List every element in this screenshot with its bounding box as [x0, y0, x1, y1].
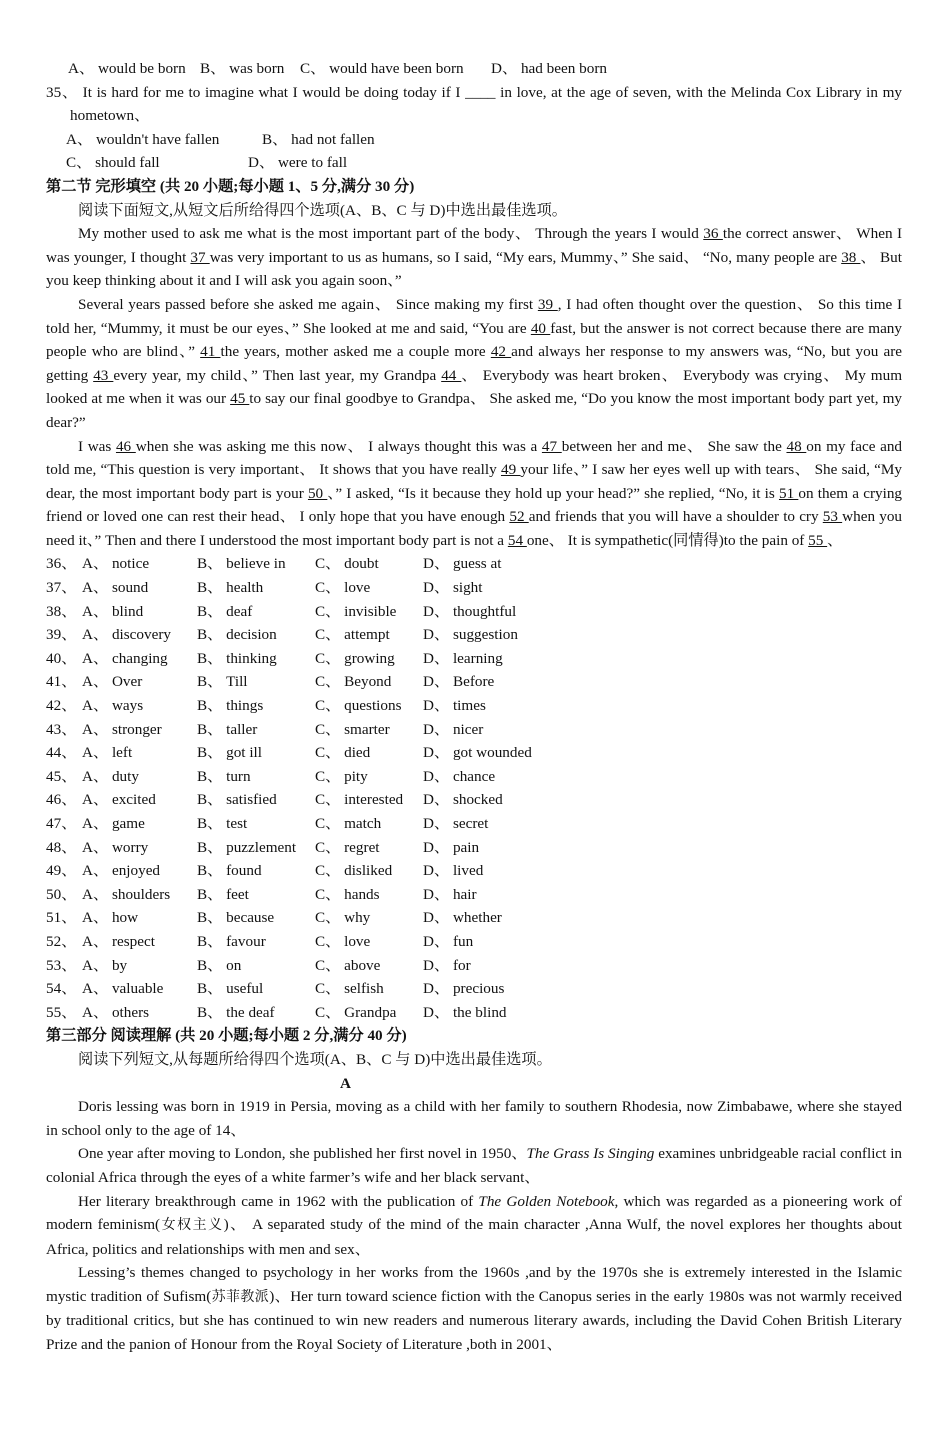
book-title-notebook: The Golden Notebook [478, 1192, 615, 1210]
option-a: A、 game [82, 815, 145, 832]
blank-43: 43 [93, 366, 114, 384]
option-a: A、 Over [82, 673, 143, 691]
cloze-paragraph-2 [46, 293, 902, 435]
blank-55: 55 [808, 531, 828, 549]
option-d: D、 learning [423, 649, 503, 667]
option-b: B、 because [197, 909, 275, 927]
option-c: C、 Beyond [315, 673, 392, 691]
option-a: A、 shoulders [82, 885, 171, 903]
option-row [46, 930, 902, 954]
option-a: A、 left [82, 744, 133, 762]
option-d: D、 shocked [423, 791, 503, 809]
option-number: 52、 [46, 932, 77, 950]
q35-option-b: B、 had not fallen [262, 130, 375, 148]
option-d: D、 nicer [423, 720, 484, 738]
option-row [46, 576, 902, 600]
option-a: A、 ways [82, 697, 144, 715]
option-row [46, 954, 902, 978]
option-c: C、 invisible [315, 602, 397, 620]
cloze-paragraph-3 [46, 435, 902, 553]
option-a: A、 notice [82, 555, 150, 573]
option-d: D、 whether [423, 909, 502, 927]
option-a: A、 enjoyed [82, 862, 161, 880]
option-b: B、 health [197, 579, 264, 597]
option-c: C、 selfish [315, 980, 384, 998]
option-number: 43、 [46, 720, 77, 738]
blank-41: 41 [200, 343, 221, 361]
option-b: B、 on [197, 956, 242, 974]
option-number: 38、 [46, 602, 77, 620]
option-d: D、 guess at [423, 555, 502, 573]
option-a: A、 by [82, 956, 128, 974]
option-c: C、 hands [315, 885, 380, 903]
option-d: D、 lived [423, 862, 484, 880]
option-b: B、 favour [197, 932, 266, 950]
option-d: D、 sight [423, 579, 483, 597]
option-c: C、 growing [315, 649, 395, 667]
cloze-text: Several years passed before she asked me again、 Since making my first [78, 295, 538, 313]
option-b: B、 taller [197, 720, 258, 738]
option-row [46, 552, 902, 576]
blank-39: 39 [537, 295, 558, 313]
option-c: C、 match [315, 815, 382, 832]
option-row [46, 600, 902, 624]
reading-text: )、Her turn toward science fiction with the Canopus series in the early 1980s was not warmly received by traditional critics, but she has continued to win new readers and numerous literary awards, including the David Cohen British Literary Prize and the panion of Honour from the Royal Society of Literature ,both in 2001、 [46, 1287, 903, 1354]
cloze-text: when you need it、” Then and there I understood the most important body part is not a [46, 508, 903, 549]
cloze-text: every year, my child、” Then last year, my Grandpa [113, 366, 442, 384]
option-d: D、 precious [423, 980, 505, 998]
option-b: B、 the deaf [197, 1003, 275, 1021]
option-number: 50、 [46, 885, 77, 903]
reading-text: One year after moving to London, she published her first novel in 1950、 [78, 1145, 527, 1163]
option-b: B、 found [197, 862, 262, 880]
option-c: C、 love [315, 579, 371, 597]
reading-text: , which was regarded as a pioneering work of modern feminism( [46, 1192, 902, 1234]
option-c: C、 Grandpa [315, 1003, 397, 1021]
cloze-text: I was [78, 437, 116, 455]
reading-paragraph-4 [46, 1261, 902, 1356]
option-number: 37、 [46, 579, 77, 597]
option-a: A、 worry [82, 838, 149, 856]
cloze-text: 、 [827, 531, 843, 549]
cloze-text: and friends that you will have a shoulder to cry [528, 508, 823, 526]
q35-option-a: A、 wouldn't have fallen [66, 130, 220, 148]
cloze-text: fast, but the answer is not correct because there are many people who are blind、” [46, 319, 902, 361]
option-row [46, 741, 902, 765]
option-a: A、 sound [82, 579, 149, 597]
option-number: 51、 [46, 909, 77, 927]
blank-47: 47 [541, 437, 562, 455]
blank-54: 54 [507, 531, 527, 549]
cloze-text: the years, mother asked me a couple more [220, 343, 491, 361]
reading-paragraph-1: Doris lessing was born in 1919 in Persia, moving as a child with her family to southern Rhodesia, now Zimbabawe, where she stayed in school only to the age of 14、 [46, 1098, 902, 1139]
book-title-grass: The Grass Is Singing [526, 1145, 655, 1163]
cloze-text: one、 It is sympathetic(同情得)to the pain of [526, 531, 809, 549]
option-b: B、 things [197, 697, 264, 715]
option-d: D、 for [423, 956, 471, 974]
blank-48: 48 [786, 437, 807, 455]
q35-options-row2 [46, 151, 902, 175]
option-a: A、 changing [82, 649, 168, 667]
option-d: D、 the blind [423, 1003, 507, 1021]
option-number: 54、 [46, 980, 77, 998]
option-a: A、 valuable [82, 980, 164, 998]
option-c: C、 why [315, 909, 371, 927]
option-c: C、 interested [315, 791, 404, 809]
option-d: D、 pain [423, 838, 480, 856]
option-c: C、 regret [315, 838, 380, 856]
cloze-text: , I had often thought over the question、 So this time I told her, “Mummy, it must be our eyes、” She looked at me and said, “You are [46, 295, 903, 337]
cloze-text: 、 But you keep thinking about it and I will ask you again soon、” [46, 248, 902, 290]
blank-45: 45 [230, 390, 250, 408]
option-number: 40、 [46, 649, 77, 667]
option-a: A、 blind [82, 602, 144, 620]
cloze-text: the correct answer、 When I was younger, I thought [46, 225, 903, 266]
option-c: C、 love [315, 932, 371, 950]
cloze-text: to say our final goodbye to Grandpa、 She asked me, “Do you know the most important body part yet, my dear?” [46, 390, 902, 431]
cloze-text: when she was asking me this now、 I always thought this was a [135, 437, 542, 455]
blank-50: 50 [307, 484, 328, 502]
section2-title: 第二节 完形填空 (共 20 小题;每小题 1、5 分,满分 30 分) [46, 177, 415, 195]
blank-42: 42 [490, 343, 512, 361]
cloze-text: 、 Everybody was heart broken、 Everybody was crying、 My mum looked at me when it was our [46, 366, 903, 408]
q35-options-row1 [46, 128, 902, 152]
q34-option-a: A、 would be born [68, 60, 186, 77]
option-row [46, 623, 902, 647]
option-row [46, 765, 902, 789]
option-d: D、 Before [423, 673, 495, 691]
option-b: B、 thinking [197, 649, 277, 667]
option-b: B、 test [197, 815, 248, 832]
section2-instruction: 阅读下面短文,从短文后所给得四个选项(A、B、C 与 D)中选出最佳选项。 [78, 201, 567, 219]
q34-options [46, 57, 902, 81]
option-row [46, 836, 902, 860]
option-row [46, 906, 902, 930]
exam-page [46, 57, 902, 1357]
option-number: 45、 [46, 767, 77, 785]
q34-option-d: D、 had been born [491, 60, 607, 77]
cloze-text: was very important to us as humans, so I said, “My ears, Mummy、” She said、 “No, many people are [209, 248, 842, 266]
chinese-note-sufism: 苏菲教派 [211, 1288, 270, 1305]
reading-text: Her literary breakthrough came in 1962 with the publication of [78, 1192, 479, 1210]
option-a: A、 respect [82, 932, 155, 950]
cloze-text: on them a crying friend or loved one can rest their head、 I only hope that you have enough [46, 484, 903, 526]
option-a: A、 discovery [82, 626, 171, 644]
option-row [46, 718, 902, 742]
reading-paragraph-3 [46, 1190, 902, 1262]
option-d: D、 chance [423, 767, 496, 785]
cloze-text: 、” I asked, “Is it because they hold up your head?” she replied, “No, it is [327, 484, 779, 502]
option-b: B、 turn [197, 767, 251, 785]
blank-46: 46 [115, 437, 136, 455]
option-row [46, 883, 902, 907]
option-c: C、 above [315, 956, 381, 974]
blank-49: 49 [500, 461, 521, 479]
cloze-text: your life、” I saw her eyes well up with tears、 She said, “My dear, the most important body part is your [46, 461, 902, 502]
option-number: 49、 [46, 862, 77, 880]
option-c: C、 questions [315, 697, 402, 715]
option-number: 44、 [46, 744, 77, 762]
cloze-text: My mother used to ask me what is the most important part of the body、 Through the years I would [78, 225, 704, 243]
option-b: B、 decision [197, 626, 277, 644]
option-c: C、 attempt [315, 626, 390, 644]
option-d: D、 secret [423, 815, 489, 832]
option-a: A、 others [82, 1003, 150, 1021]
option-a: A、 stronger [82, 720, 162, 738]
q35-option-d: D、 were to fall [248, 154, 348, 172]
option-b: B、 Till [197, 673, 248, 691]
option-number: 48、 [46, 838, 77, 856]
cloze-text: on my face and told me, “This question is very important、 It shows that you have really [46, 437, 903, 479]
option-b: B、 feet [197, 885, 249, 903]
option-b: B、 deaf [197, 602, 253, 620]
option-c: C、 disliked [315, 862, 393, 880]
option-c: C、 doubt [315, 555, 379, 573]
option-c: C、 pity [315, 767, 368, 785]
section3-instruction: 阅读下列短文,从每题所给得四个选项(A、B、C 与 D)中选出最佳选项。 [78, 1050, 552, 1068]
reading-paragraph-2 [46, 1142, 902, 1189]
option-b: B、 believe in [197, 555, 286, 573]
option-number: 42、 [46, 697, 77, 715]
option-d: D、 times [423, 697, 486, 715]
option-d: D、 got wounded [423, 744, 532, 762]
q35-stem: 35、 It is hard for me to imagine what I would be doing today if I ____ in love, at the age of seven, with the Melinda Cox Library in my hometown、 [46, 83, 902, 125]
cloze-options-list [46, 552, 902, 1024]
option-number: 55、 [46, 1003, 77, 1021]
option-row [46, 1001, 902, 1025]
option-number: 41、 [46, 673, 77, 691]
option-a: A、 duty [82, 767, 139, 785]
option-b: B、 puzzlement [197, 838, 297, 856]
blank-44: 44 [441, 366, 462, 384]
option-d: D、 fun [423, 932, 474, 950]
q35-option-c: C、 should fall [66, 154, 160, 172]
option-number: 36、 [46, 555, 77, 573]
blank-36: 36 [703, 225, 723, 243]
q34-option-b: B、 was born [200, 60, 285, 77]
reading-text: Lessing’s themes changed to psychology in her works from the 1960s ,and by the 1970s she is extremely interested in the Islamic mystic tradition of Sufism( [46, 1264, 902, 1305]
option-d: D、 suggestion [423, 626, 518, 644]
blank-51: 51 [778, 484, 799, 502]
chinese-note-feminism: 女权主义 [160, 1217, 224, 1234]
option-d: D、 hair [423, 885, 477, 903]
q34-option-c: C、 would have been born [300, 60, 464, 77]
option-row [46, 694, 902, 718]
blank-37: 37 [190, 248, 210, 266]
option-row [46, 670, 902, 694]
option-number: 39、 [46, 626, 77, 644]
option-c: C、 smarter [315, 720, 390, 738]
option-row [46, 788, 902, 812]
blank-53: 53 [822, 508, 843, 526]
reading-text: examines unbridgeable racial conflict in colonial Africa through the eyes of a white farmer’s wife and her black servant、 [46, 1145, 903, 1186]
option-number: 53、 [46, 956, 77, 974]
option-c: C、 died [315, 744, 371, 762]
option-number: 46、 [46, 791, 77, 809]
option-d: D、 thoughtful [423, 602, 517, 620]
passage-label: A [340, 1074, 351, 1092]
cloze-paragraph-1 [46, 222, 902, 293]
blank-38: 38 [841, 248, 861, 266]
option-b: B、 got ill [197, 744, 262, 762]
option-row [46, 812, 902, 836]
cloze-text: and always her response to my answers was, “No, but you are getting [46, 343, 903, 384]
option-number: 47、 [46, 815, 77, 832]
option-row [46, 977, 902, 1001]
reading-text: )、 A separated study of the mind of the main character ,Anna Wulf, the novel explores her thoughts about Africa, politics and relationships with men and sex、 [46, 1216, 902, 1258]
option-a: A、 how [82, 909, 139, 927]
option-b: B、 useful [197, 980, 264, 998]
option-a: A、 excited [82, 791, 156, 809]
option-row [46, 647, 902, 671]
option-row [46, 859, 902, 883]
blank-52: 52 [509, 508, 529, 526]
section3-title: 第三部分 阅读理解 (共 20 小题;每小题 2 分,满分 40 分) [46, 1027, 407, 1045]
blank-40: 40 [530, 319, 551, 337]
option-b: B、 satisfied [197, 791, 277, 809]
cloze-text: between her and me、 She saw the [561, 437, 787, 455]
